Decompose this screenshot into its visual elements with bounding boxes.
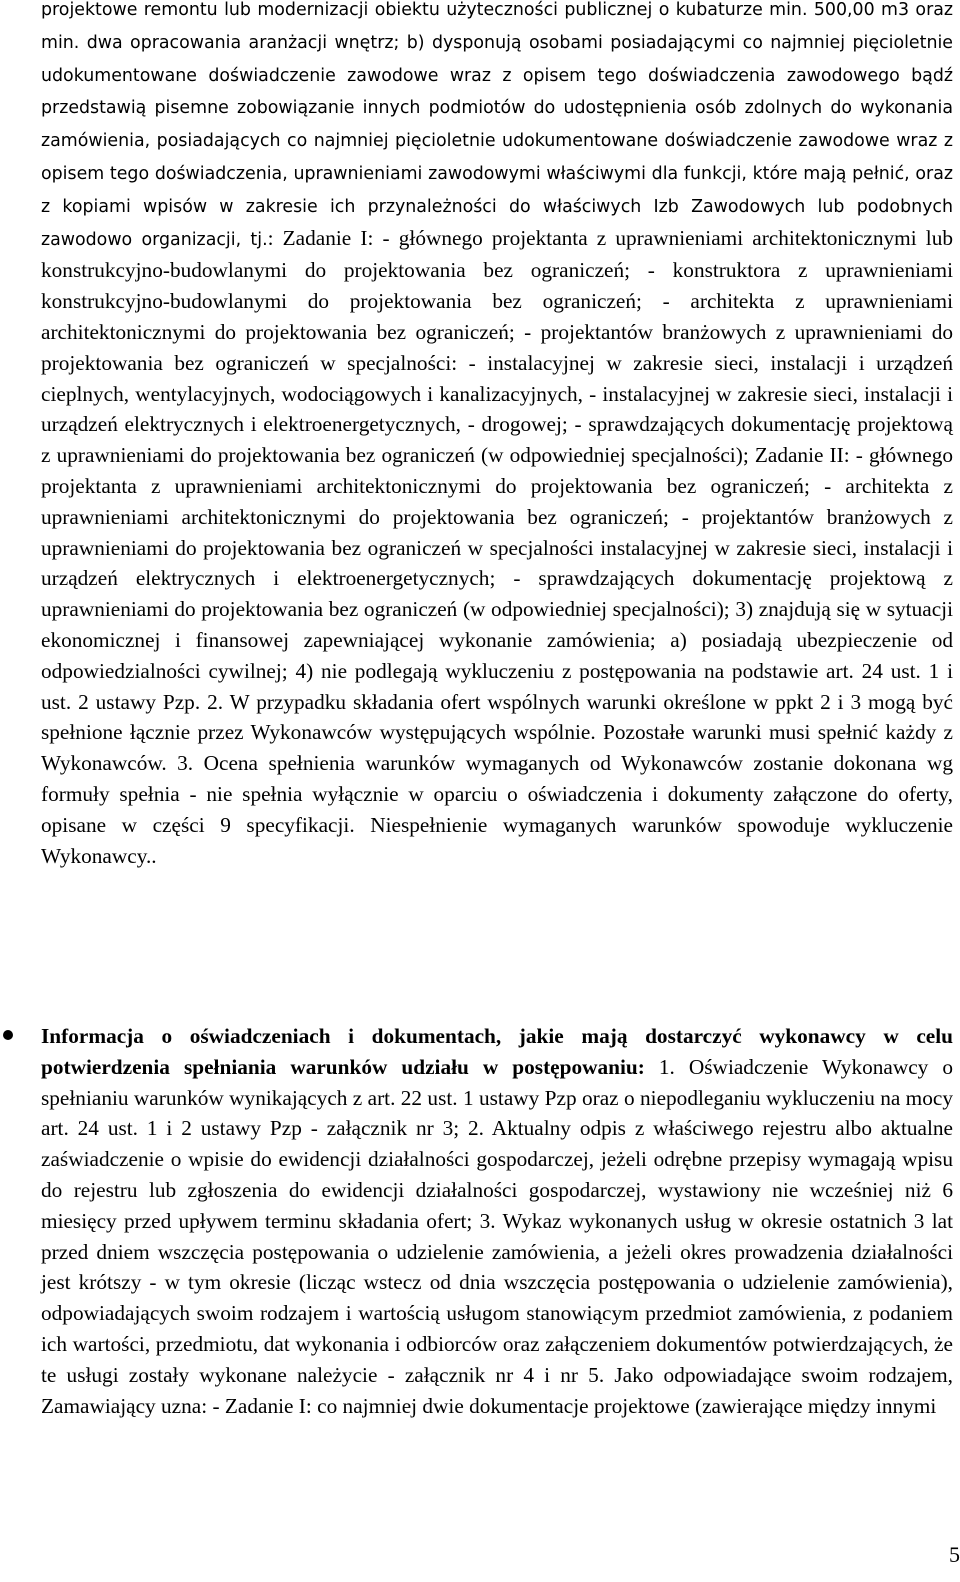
page-number: 5 xyxy=(949,1542,960,1567)
documents-body: 1. Oświadczenie Wykonawcy o spełnianiu warunków wynikających z art. 22 ust. 1 ustawy Pzp oraz o niepodleganiu wykluczeniu na mocy art. 24 ust. 1 i 2 ustawy Pzp - załącznik nr 3; 2. Aktualny odpis z właściwego rejestru albo aktualne zaświadczenie o wpisie do ewidencji działalności gospodarczej, jeżeli odrębne przepisy wymagają wpisu do rejestru lub zgłoszenia do ewidencji działalności gospodarczej, wystawiony nie wcześniej niż 6 miesięcy przed upływem terminu składania ofert; 3. Wykaz wykonanych usług w okresie ostatnich 3 lat przed dniem wszczęcia postępowania o udzielenie zamówienia, a jeżeli okres prowadzenia działalności jest krótszy - w tym okresie (licząc wstecz od dnia wszczęcia postępowania o udzielenie zamówienia), odpowiadających swoim rodzajem i wartością usługom stanowiącym przedmiot zamówienia, z podaniem ich wartości, przedmiotu, dat wykonania i odbiorców oraz załączeniem dokumentów potwierdzających, że te usługi zostały wykonane należycie - załącznik nr 4 i nr 5. Jako odpowiadające swoim rodzajem, Zamawiający uzna: - Zadanie I: co najmniej dwie dokumentacje projektowe (zawierające między innymi xyxy=(41,1054,954,1418)
paragraph-conditions-sans-part: projektowe remontu lub modernizacji obiektu użyteczności publicznej o kubaturze min. 500,00 m3 oraz min. dwa opracowania aranżacji wnętrz; b) dysponują osobami posiadającymi co najmniej pięcioletnie udokumentowane doświadczenie zawodowe wraz z opisem tego doświadczenia zawodowego bądź przedstawią pisemne zobowiązanie innych podmiotów do udostępnienia osób zdolnych do wykonania zamówienia, posiadających co najmniej pięcioletnie udokumentowane doświadczenie zawodowe wraz z opisem tego doświadczenia, uprawnieniami zawodowymi właściwymi dla funkcji, które mają pełnić, oraz z kopiami wpisów w zakresie ich przynależności do właściwych Izb Zawodowych lub podobnych zawodowo organizacji, tj. xyxy=(41,0,953,250)
documents-heading: Informacja o oświadczeniach i dokumentach, jakie mają dostarczyć wykonawcy w celu potwierdzenia spełniania warunków udziału w postępowaniu: xyxy=(41,1024,953,1079)
bullet-icon xyxy=(3,1030,13,1040)
paragraph-conditions-serif-part: : Zadanie I: - głównego projektanta z uprawnieniami architektonicznymi lub konstrukcyjno-budowlanymi do projektowania bez ograniczeń; - konstruktora z uprawnieniami konstrukcyjno-budowlanymi do projektowania bez ograniczeń; - architekta z uprawnieniami architektonicznymi do projektowania bez ograniczeń; - projektantów branżowych z uprawnieniami do projektowania bez ograniczeń w specjalności: - instalacyjnej w zakresie sieci, instalacji i urządzeń cieplnych, wentylacyjnych, wodociągowych i kanalizacyjnych, - instalacyjnej w zakresie sieci, instalacji i urządzeń elektrycznych i elektroenergetycznych, - drogowej; - sprawdzających dokumentację projektową z uprawnieniami do projektowania bez ograniczeń (w odpowiedniej specjalności); Zadanie II: - głównego projektanta z uprawnieniami architektonicznymi do projektowania bez ograniczeń; - architekta z uprawnieniami architektonicznymi do projektowania bez ograniczeń; - projektantów branżowych z uprawnieniami do projektowania bez ograniczeń w specjalności instalacyjnej w zakresie sieci, instalacji i urządzeń elektrycznych i elektroenergetycznych; - sprawdzających dokumentację projektową z uprawnieniami do projektowania bez ograniczeń (w odpowiedniej specjalności); 3) znajdują się w sytuacji ekonomicznej i finansowej zapewniającej wykonanie zamówienia; a) posiadają ubezpieczenie od odpowiedzialności cywilnej; 4) nie podlegają wykluczeniu z postępowania na podstawie art. 24 ust. 1 i ust. 2 ustawy Pzp. 2. W przypadku składania ofert wspólnych warunki określone w ppkt 2 i 3 mogą być spełnione łącznie przez Wykonawców występujących wspólnie. Pozostałe warunki musi spełnić każdy z Wykonawców. 3. Ocena spełnienia warunków wymaganych od Wykonawców zostanie dokonana wg formuły spełnia - nie spełnia wyłącznie w oparciu o oświadczenia i dokumenty załączone do oferty, opisane w części 9 specyfikacji. Niespełnienie wymaganych warunków spowoduje wykluczenie Wykonawcy.. xyxy=(41,225,954,868)
paragraph-documents xyxy=(41,1021,953,1421)
paragraph-conditions xyxy=(41,0,953,871)
